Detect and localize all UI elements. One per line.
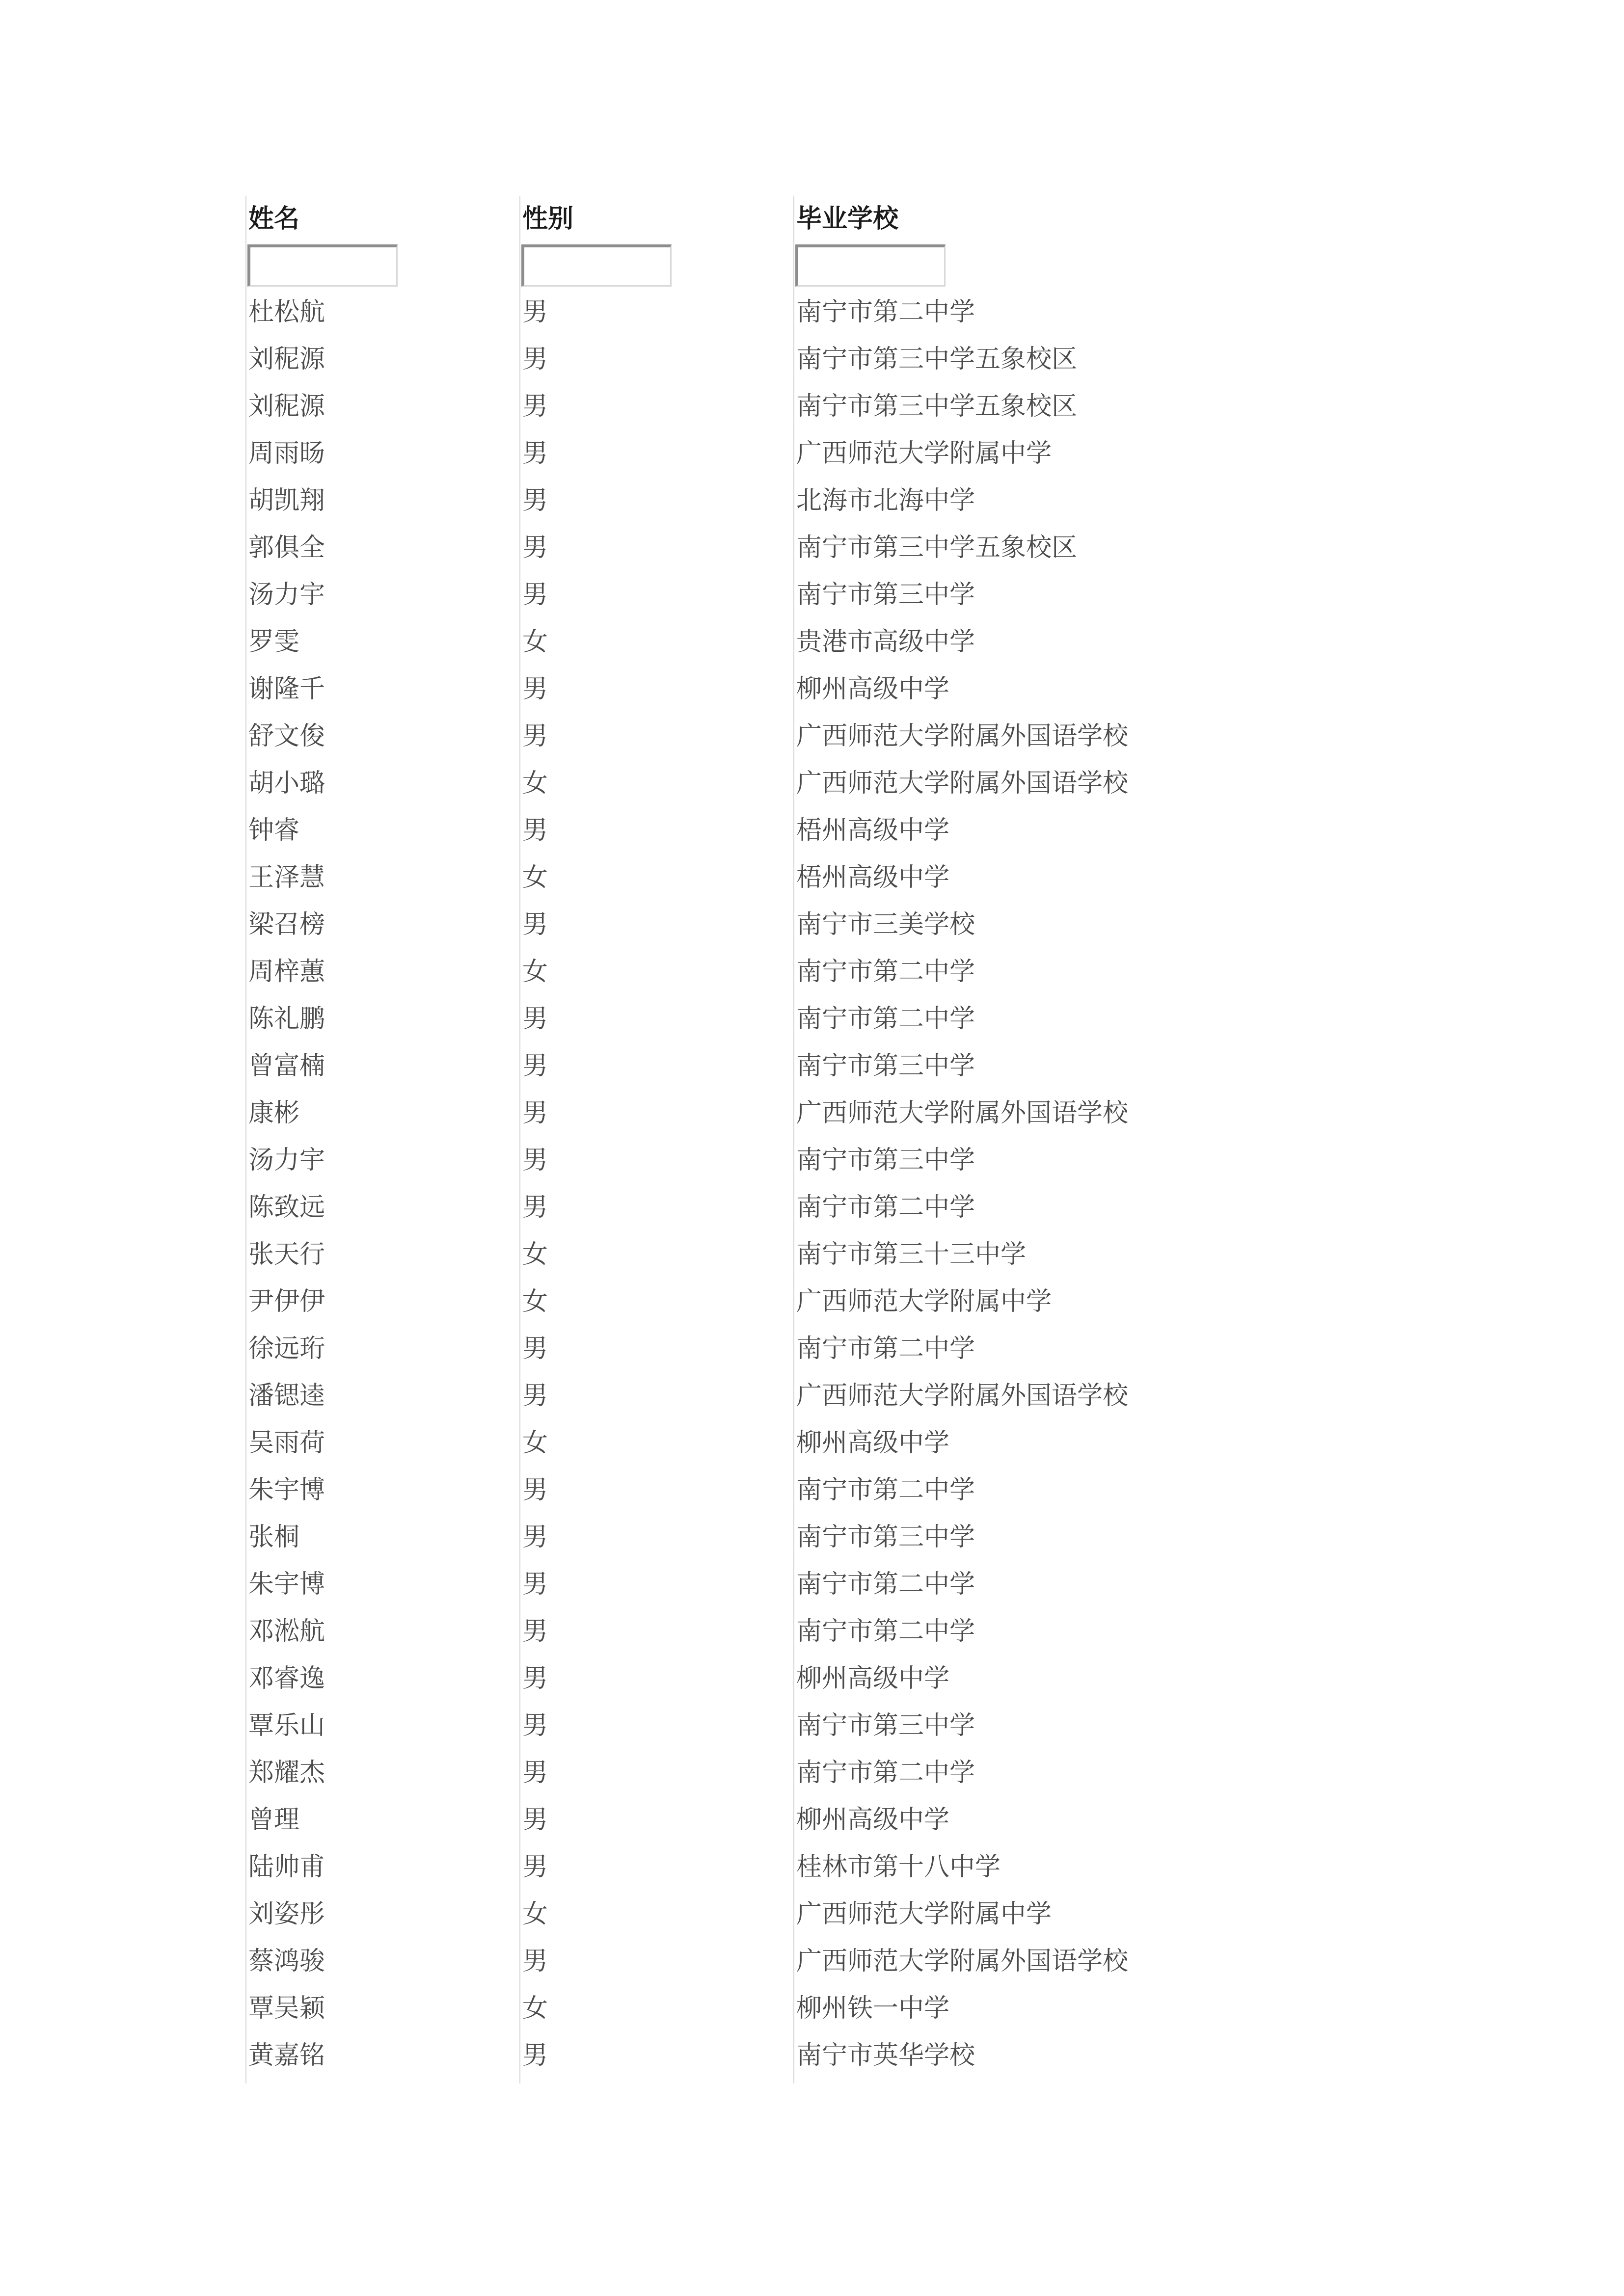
cell-school: 南宁市第三中学 <box>796 1522 975 1552</box>
cell-gender: 男 <box>522 1381 548 1411</box>
table-row <box>245 1843 1159 1891</box>
cell-name: 汤力宇 <box>248 580 325 610</box>
filter-row <box>245 241 1159 289</box>
cell-name: 邓淞航 <box>248 1617 325 1646</box>
cell-name: 胡小璐 <box>248 769 325 798</box>
table-header-row <box>245 196 1159 241</box>
header-name[interactable]: 姓名 <box>248 204 300 234</box>
cell-gender: 男 <box>522 1852 548 1882</box>
cell-school: 广西师范大学附属中学 <box>796 439 1052 468</box>
table-row <box>245 1231 1159 1278</box>
table-row <box>245 948 1159 995</box>
cell-school: 南宁市第二中学 <box>796 1617 975 1646</box>
cell-name: 曾理 <box>248 1805 300 1835</box>
cell-gender: 男 <box>522 721 548 751</box>
cell-school: 南宁市第三中学 <box>796 580 975 610</box>
school-filter-input[interactable] <box>795 244 946 287</box>
cell-gender: 男 <box>522 1334 548 1363</box>
cell-school: 南宁市第二中学 <box>796 297 975 327</box>
table-row <box>245 383 1159 430</box>
table-row <box>245 1608 1159 1655</box>
cell-school: 广西师范大学附属中学 <box>796 1899 1052 1929</box>
table-row <box>245 1184 1159 1231</box>
table-row <box>245 524 1159 571</box>
cell-gender: 男 <box>522 1098 548 1128</box>
cell-school: 柳州高级中学 <box>796 1428 950 1458</box>
cell-school: 梧州高级中学 <box>796 816 950 845</box>
cell-school: 柳州高级中学 <box>796 1805 950 1835</box>
cell-name: 梁召榜 <box>248 910 325 939</box>
cell-gender: 女 <box>522 1240 548 1269</box>
cell-name: 徐远珩 <box>248 1334 325 1363</box>
cell-school: 北海市北海中学 <box>796 486 975 515</box>
cell-name: 邓睿逸 <box>248 1664 325 1693</box>
cell-school: 广西师范大学附属外国语学校 <box>796 1947 1129 1976</box>
cell-name: 尹伊伊 <box>248 1287 325 1316</box>
table-row <box>245 618 1159 666</box>
cell-name: 周雨旸 <box>248 439 325 468</box>
table-row <box>245 430 1159 477</box>
table-row <box>245 1278 1159 1325</box>
cell-gender: 男 <box>522 533 548 562</box>
cell-school: 南宁市第三中学五象校区 <box>796 533 1078 562</box>
cell-gender: 男 <box>522 345 548 374</box>
cell-school: 南宁市三美学校 <box>796 910 975 939</box>
cell-school: 柳州铁一中学 <box>796 1994 950 2023</box>
cell-gender: 男 <box>522 674 548 704</box>
table-row <box>245 1702 1159 1749</box>
cell-name: 郑耀杰 <box>248 1758 325 1788</box>
cell-gender: 女 <box>522 769 548 798</box>
cell-name: 覃吴颖 <box>248 1994 325 2023</box>
table-row <box>245 1137 1159 1184</box>
cell-school: 南宁市第三中学 <box>796 1146 975 1175</box>
table-row <box>245 1042 1159 1090</box>
table-row <box>245 477 1159 524</box>
cell-name: 刘秜源 <box>248 392 325 421</box>
cell-name: 郭俱全 <box>248 533 325 562</box>
cell-name: 谢隆千 <box>248 674 325 704</box>
table-row <box>245 854 1159 901</box>
cell-school: 南宁市第二中学 <box>796 1758 975 1788</box>
table-row <box>245 1372 1159 1419</box>
cell-school: 贵港市高级中学 <box>796 627 975 657</box>
cell-name: 钟睿 <box>248 816 300 845</box>
cell-gender: 男 <box>522 1758 548 1788</box>
cell-school: 广西师范大学附属外国语学校 <box>796 769 1129 798</box>
table-row <box>245 1514 1159 1561</box>
table-row <box>245 760 1159 807</box>
cell-school: 南宁市第三中学五象校区 <box>796 345 1078 374</box>
table-row <box>245 1467 1159 1514</box>
name-filter-input[interactable] <box>247 244 398 287</box>
header-gender[interactable]: 性别 <box>522 204 574 234</box>
cell-gender: 女 <box>522 1994 548 2023</box>
cell-school: 南宁市第三十三中学 <box>796 1240 1027 1269</box>
table-row <box>245 1561 1159 1608</box>
cell-school: 桂林市第十八中学 <box>796 1852 1001 1882</box>
cell-gender: 男 <box>522 297 548 327</box>
cell-name: 罗雯 <box>248 627 300 657</box>
cell-gender: 男 <box>522 1947 548 1976</box>
cell-gender: 男 <box>522 1664 548 1693</box>
table-row <box>245 901 1159 948</box>
table-row <box>245 1985 1159 2032</box>
cell-gender: 男 <box>522 910 548 939</box>
cell-school: 柳州高级中学 <box>796 1664 950 1693</box>
cell-school: 南宁市第二中学 <box>796 1004 975 1034</box>
gender-filter-input[interactable] <box>521 244 672 287</box>
cell-gender: 女 <box>522 863 548 892</box>
table-row <box>245 1891 1159 1938</box>
cell-name: 朱宇博 <box>248 1570 325 1599</box>
cell-school: 南宁市第二中学 <box>796 957 975 987</box>
cell-school: 南宁市第二中学 <box>796 1475 975 1505</box>
table-row <box>245 807 1159 854</box>
cell-name: 朱宇博 <box>248 1475 325 1505</box>
table-row <box>245 1655 1159 1702</box>
cell-school: 南宁市第二中学 <box>796 1193 975 1222</box>
table-row <box>245 995 1159 1042</box>
cell-gender: 男 <box>522 1051 548 1081</box>
table-row <box>245 1796 1159 1843</box>
header-school[interactable]: 毕业学校 <box>796 204 899 234</box>
cell-gender: 男 <box>522 1617 548 1646</box>
cell-name: 张桐 <box>248 1522 300 1552</box>
cell-name: 张天行 <box>248 1240 325 1269</box>
cell-gender: 男 <box>522 1805 548 1835</box>
table-body <box>245 289 1159 2079</box>
cell-school: 广西师范大学附属中学 <box>796 1287 1052 1316</box>
cell-name: 舒文俊 <box>248 721 325 751</box>
cell-school: 南宁市英华学校 <box>796 2041 975 2070</box>
table-row <box>245 713 1159 760</box>
cell-name: 吴雨荷 <box>248 1428 325 1458</box>
table-row <box>245 336 1159 383</box>
cell-gender: 男 <box>522 816 548 845</box>
cell-school: 广西师范大学附属外国语学校 <box>796 721 1129 751</box>
cell-name: 汤力宇 <box>248 1146 325 1175</box>
table-row <box>245 1090 1159 1137</box>
cell-gender: 男 <box>522 1146 548 1175</box>
cell-name: 胡凯翔 <box>248 486 325 515</box>
table-row <box>245 1938 1159 1985</box>
cell-gender: 女 <box>522 1899 548 1929</box>
cell-gender: 女 <box>522 1287 548 1316</box>
cell-gender: 男 <box>522 1711 548 1740</box>
cell-name: 蔡鸿骏 <box>248 1947 325 1976</box>
cell-gender: 男 <box>522 439 548 468</box>
cell-gender: 女 <box>522 957 548 987</box>
cell-name: 陈致远 <box>248 1193 325 1222</box>
cell-gender: 男 <box>522 1570 548 1599</box>
cell-gender: 男 <box>522 1004 548 1034</box>
table-row <box>245 1325 1159 1372</box>
cell-name: 王泽慧 <box>248 863 325 892</box>
cell-school: 广西师范大学附属外国语学校 <box>796 1381 1129 1411</box>
cell-name: 曾富楠 <box>248 1051 325 1081</box>
cell-name: 刘姿彤 <box>248 1899 325 1929</box>
cell-school: 南宁市第三中学 <box>796 1051 975 1081</box>
cell-school: 南宁市第二中学 <box>796 1334 975 1363</box>
table-row <box>245 666 1159 713</box>
cell-name: 覃乐山 <box>248 1711 325 1740</box>
cell-gender: 女 <box>522 627 548 657</box>
table-row <box>245 1419 1159 1467</box>
cell-name: 陈礼鹏 <box>248 1004 325 1034</box>
cell-school: 南宁市第三中学 <box>796 1711 975 1740</box>
cell-school: 南宁市第二中学 <box>796 1570 975 1599</box>
cell-name: 潘锶逵 <box>248 1381 325 1411</box>
cell-name: 刘秜源 <box>248 345 325 374</box>
cell-gender: 男 <box>522 486 548 515</box>
cell-name: 杜松航 <box>248 297 325 327</box>
table-row <box>245 2032 1159 2079</box>
cell-gender: 男 <box>522 2041 548 2070</box>
cell-name: 陆帅甫 <box>248 1852 325 1882</box>
table-row <box>245 571 1159 618</box>
cell-school: 南宁市第三中学五象校区 <box>796 392 1078 421</box>
cell-name: 周梓蕙 <box>248 957 325 987</box>
cell-school: 广西师范大学附属外国语学校 <box>796 1098 1129 1128</box>
cell-gender: 男 <box>522 580 548 610</box>
table-row <box>245 289 1159 336</box>
cell-name: 黄嘉铭 <box>248 2041 325 2070</box>
cell-gender: 男 <box>522 1475 548 1505</box>
student-table <box>245 196 1159 2079</box>
cell-gender: 男 <box>522 1193 548 1222</box>
cell-gender: 男 <box>522 392 548 421</box>
cell-name: 康彬 <box>248 1098 300 1128</box>
cell-school: 梧州高级中学 <box>796 863 950 892</box>
cell-school: 柳州高级中学 <box>796 674 950 704</box>
cell-gender: 男 <box>522 1522 548 1552</box>
cell-gender: 女 <box>522 1428 548 1458</box>
table-row <box>245 1749 1159 1796</box>
